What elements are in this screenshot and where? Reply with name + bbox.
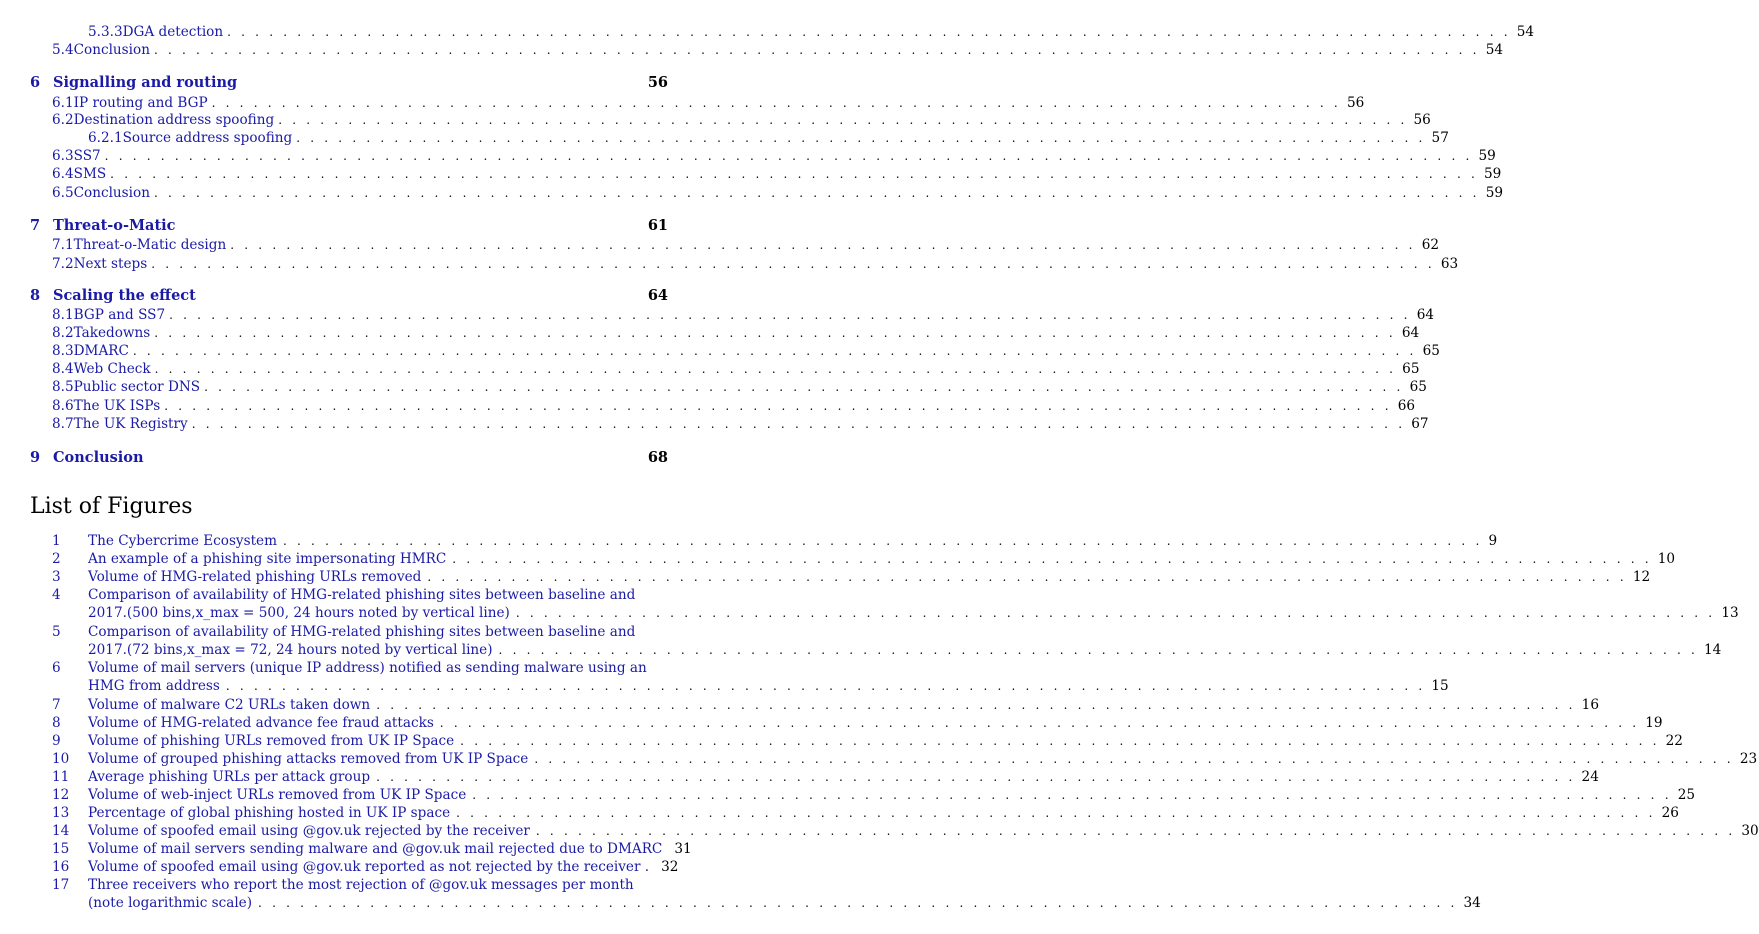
toc-title[interactable]: The UK ISPs <box>73 398 161 414</box>
toc-page: 62 <box>1421 237 1439 253</box>
toc-title[interactable]: Threat-o-Matic <box>53 217 176 234</box>
toc-number: 6.4 <box>52 166 74 182</box>
toc-number: 8.3 <box>52 343 74 359</box>
toc-page: 59 <box>1485 185 1503 201</box>
toc-entry-6-5[interactable] <box>52 184 1503 202</box>
figure-title-line[interactable]: Average phishing URLs per attack group <box>88 769 371 785</box>
toc-title[interactable]: Destination address spoofing <box>73 112 275 128</box>
figure-page: 31 <box>674 841 692 857</box>
toc-leader: . . . . . . . . . . . . . . . . . . . . . . . . . . . . . . . . . . . . . . . . . . . . . . . . . . . . . . . . . . . . . . . . . . . . . . . . . . . . . . . . . . . . . . . . . . . . <box>151 257 1435 271</box>
figure-number: 17 <box>52 877 70 893</box>
toc-title[interactable]: Takedowns <box>73 325 151 341</box>
figure-page: 10 <box>1657 551 1676 567</box>
figure-number: 3 <box>52 569 61 585</box>
figure-title-line[interactable]: (note logarithmic scale) <box>88 895 253 911</box>
toc-leader: . . . . . . . . . . . . . . . . . . . . . . . . . . . . . . . . . . . . . . . . . . . . . . . . . . . . . . . . . . . . . . . . . . . . . . . . . . . . . . . . . . . . . . . . . . . . <box>132 344 1417 358</box>
toc-page: 59 <box>1484 166 1502 182</box>
figure-title-line[interactable]: The Cybercrime Ecosystem <box>88 533 277 549</box>
toc-page: 59 <box>1478 148 1496 164</box>
toc-entry-7-2[interactable] <box>52 255 1459 273</box>
toc-entry-8-5[interactable] <box>52 378 1427 396</box>
toc-entry-8-3[interactable] <box>52 342 1440 360</box>
toc-leader: . . . . . . . . . . . . . . . . . . . . . . . . . . . . . . . . . . . . . . . . . . . . . . . . . . . . . . . . . . . . . . . . . . . . . . . . . . . . . . . . . . . . . . <box>498 643 1699 657</box>
toc-page: 65 <box>1402 361 1420 377</box>
toc-leader: . . . . . . . . . . . . . . . . . . . . . . . . . . . . . . . . . . . . . . . . . . . . . . . . . . . . . . . . . . . . . . . . . . . . . . . . . . . . . . . . . . . . . . . . . . . . . . . <box>153 43 1480 57</box>
toc-leader: . . . . . . . . . . . . . . . . . . . . . . . . . . . . . . . . . . . . . . . . . . . . . . . . . . . . . . . . . . . . . . . . . . . . . . . . . . . . . . . . . . . . . . <box>460 734 1660 748</box>
toc-chapter-8[interactable] <box>30 287 668 305</box>
toc-leader: . . . . . . . . . . . . . . . . . . . . . . . . . . . . . . . . . . . . . . . . . . . . . . . . . . . . . . . . . . . . . . . . . . . . . . . . . . . . . . . . . . . . . . <box>472 788 1672 802</box>
toc-entry-8-1[interactable] <box>52 306 1434 324</box>
toc-leader: . . . . . . . . . . . . . . . . . . . . . . . . . . . . . . . . . . . . . . . . . . . . . . . . . . . . . . . . . . . . . . . . . . . . . . . . . . . . . . . . . . . . . . . . . . . . . . . . . . <box>110 167 1478 181</box>
toc-number: 6.2.1 <box>88 130 123 146</box>
toc-chapter-6[interactable] <box>30 74 668 92</box>
toc-leader: . . . . . . . . . . . . . . . . . . . . . . . . . . . . . . . . . . . . . . . . . . . . . . . . . . . . . . . . . . . . . . . . . . . . . . . . . . . . . . . . . . . . . . <box>225 679 1426 693</box>
toc-leader: . . . . . . . . . . . . . . . . . . . . . . . . . . . . . . . . . . . . . . . . . . . . . . . . . . . . . . . . . . . . . . . . . . . . . . . . . . . . . . . . . . . . . . <box>204 380 1404 394</box>
figure-entry[interactable] <box>52 750 1758 768</box>
figure-number: 4 <box>52 587 61 603</box>
toc-entry-8-7[interactable] <box>52 415 1429 433</box>
toc-page: 64 <box>647 287 668 304</box>
toc-number: 8 <box>30 287 41 304</box>
figure-title-line[interactable]: Comparison of availability of HMG-related phishing sites between baseline and <box>88 587 636 603</box>
toc-title[interactable]: SS7 <box>73 148 101 164</box>
figure-entry[interactable] <box>52 532 1498 550</box>
toc-number: 6.2 <box>52 112 74 128</box>
figure-title-line[interactable]: Volume of web-inject URLs removed from UK IP Space <box>88 787 467 803</box>
figure-entry[interactable] <box>52 714 1663 732</box>
toc-entry-8-2[interactable] <box>52 324 1420 342</box>
toc-title[interactable]: DMARC <box>73 343 129 359</box>
figure-page: 14 <box>1704 642 1722 658</box>
toc-number: 7.1 <box>52 237 74 253</box>
toc-number: 6.5 <box>52 185 74 201</box>
toc-page: 56 <box>647 74 668 91</box>
toc-leader: . . . . . . . . . . . . . . . . . . . . . . . . . . . . . . . . . . . . . . . . . . . . . . . . . . . . . . . . . . . . . . . . . . . . . . . . . . . . . . . . . . . . . . <box>515 606 1716 620</box>
figure-page: 22 <box>1665 733 1683 749</box>
toc-leader: . . . . . . . . . . . . . . . . . . . . . . . . . . . . . . . . . . . . . . . . . . . . . . . . . . . . . . . . . . . . . . . . . . . . . . . . . . . . . . . . . . . . . . <box>456 806 1656 820</box>
toc-number: 5.3.3 <box>88 24 123 40</box>
toc-leader: . . . . . . . . . . . . . . . . . . . . . . . . . . . . . . . . . . . . . . . . . . . . . . . . . . . . . . . . . . . . . . . . . . . . . . . . . . . . . . . . . . . . . . <box>452 552 1652 566</box>
figure-title-line[interactable]: Volume of mail servers (unique IP address) notified as sending malware using an <box>88 660 647 676</box>
figure-entry[interactable] <box>52 876 1481 912</box>
figure-title-line[interactable]: Volume of HMG-related phishing URLs removed <box>88 569 422 585</box>
toc-leader: . . . . . . . . . . . . . . . . . . . . . . . . . . . . . . . . . . . . . . . . . . . . . . . . . . . . . . . . . . . . . . . . . . . . . . . . . . . . . . . . . . . . . . . . . . . . . . . . . . <box>104 149 1473 163</box>
figure-title-line[interactable]: Three receivers who report the most rejection of @gov.uk messages per month <box>88 877 634 893</box>
toc-page: 56 <box>1346 95 1365 111</box>
toc-leader: . . . . . . . . . . . . . . . . . . . . . . . . . . . . . . . . . . . . . . . . . . . . . . . . . . . . . . . . . . . . . . . . . . . . . . . . . . . . . . . . . . . . . <box>230 238 1416 252</box>
toc-number: 5.4 <box>52 42 74 58</box>
figure-page: 12 <box>1632 569 1651 585</box>
figure-number: 11 <box>52 769 70 785</box>
toc-number: 8.7 <box>52 416 74 432</box>
toc-leader: . . . . . . . . . . . . . . . . . . . . . . . . . . . . . . . . . . . . . . . . . . . . . . . . . . . . . . . . . . . . . . . . . . . . . . . . . . . . . . . . . . . . . . . <box>191 417 1406 431</box>
figure-title-line[interactable]: An example of a phishing site impersonating HMRC <box>88 551 447 567</box>
toc-entry-6-3[interactable] <box>52 147 1496 165</box>
figure-title-line[interactable]: Volume of grouped phishing attacks removed from UK IP Space <box>88 751 529 767</box>
toc-title[interactable]: The UK Registry <box>73 416 188 432</box>
toc-page: 54 <box>1485 42 1503 58</box>
toc-leader: . . . . . . . . . . . . . . . . . . . . . . . . . . . . . . . . . . . . . . . . . . . . . . . . . . . . . . . . . . . . . . . . . . . . . . . . . . . . . . . . . . . . . . <box>534 752 1734 766</box>
toc-leader: . . . . . . . . . . . . . . . . . . . . . . . . . . . . . . . . . . . . . . . . . . . . . . . . . . . . . . . . . . . . . . . . . . . . . . . . . . . . . . . . . . . . . . <box>439 716 1640 730</box>
toc-title[interactable]: Web Check <box>73 361 151 377</box>
figure-number: 12 <box>52 787 70 803</box>
toc-page: 66 <box>1397 398 1416 414</box>
figure-page: 9 <box>1488 533 1498 549</box>
toc-entry-8-4[interactable] <box>52 360 1420 378</box>
figure-entry[interactable] <box>52 858 679 876</box>
figure-page: 15 <box>1431 678 1449 694</box>
toc-title[interactable]: Threat-o-Matic design <box>73 237 227 253</box>
figure-title-line[interactable]: Volume of HMG-related advance fee fraud attacks <box>88 715 434 731</box>
figure-entry[interactable] <box>52 586 1739 622</box>
figure-title-line[interactable]: Volume of mail servers sending malware and @gov.uk mail rejected due to DMARC <box>88 841 663 857</box>
toc-number: 8.2 <box>52 325 74 341</box>
figure-page: 32 <box>661 859 679 875</box>
figure-number: 5 <box>52 624 61 640</box>
toc-leader: . . . . . . . . . . . . . . . . . . . . . . . . . . . . . . . . . . . . . . . . . . . . . . . . . . . . . . . . . . . . . . . . . . . . . . . . . . . . . . . . . <box>278 113 1408 127</box>
figure-page: 13 <box>1721 605 1739 621</box>
figure-number: 1 <box>52 533 61 549</box>
figure-page: 30 <box>1741 823 1759 839</box>
toc-leader: . . . . . . . . . . . . . . . . . . . . . . . . . . . . . . . . . . . . . . . . . . . . . . . . . . . . . . . . . . . . . . . . . . . . . . . . . . . . . . . . . . . . . . <box>535 824 1736 838</box>
toc-number: 6.1 <box>52 95 74 111</box>
toc-title[interactable]: Conclusion <box>53 449 144 466</box>
list-of-figures-heading: List of Figures <box>30 494 193 519</box>
figure-number: 6 <box>52 660 61 676</box>
figure-title-line[interactable]: Comparison of availability of HMG-related phishing sites between baseline and <box>88 624 636 640</box>
toc-leader: . . . . . . . . . . . . . . . . . . . . . . . . . . . . . . . . . . . . . . . . . . . . . . . . . . . . . . . . . . . . . . . . . . . . . . . . . . . . . . . . . <box>296 131 1426 145</box>
toc-number: 7 <box>30 217 41 234</box>
toc-entry-5-4[interactable] <box>52 41 1503 59</box>
toc-leader: . . . . . . . . . . . . . . . . . . . . . . . . . . . . . . . . . . . . . . . . . . . . . . . . . . . . . . . . . . . . . . . . . . . . . . . . . . . . . . . . . . . . . . . . <box>164 399 1392 413</box>
figure-title-line[interactable]: Volume of phishing URLs removed from UK IP Space <box>88 733 455 749</box>
toc-page: 65 <box>1422 343 1440 359</box>
toc-number: 8.5 <box>52 379 74 395</box>
figure-entry[interactable] <box>52 804 1679 822</box>
figure-entry[interactable] <box>52 786 1696 804</box>
toc-page: 67 <box>1411 416 1429 432</box>
toc-leader: . . . . . . . . . . . . . . . . . . . . . . . . . . . . . . . . . . . . . . . . . . . . . . . . . . . . . . . . . . . . . . . . . . . . . . . . . . . . . . . . . . . . . . . . . . . . <box>227 25 1511 39</box>
toc-title[interactable]: IP routing and BGP <box>73 95 208 111</box>
toc-leader: . . . . . . . . . . . . . . . . . . . . . . . . . . . . . . . . . . . . . . . . . . . . . . . . . . . . . . . . . . . . . . . . . . . . . . . . . . . . . . . . . . . . . . . . . <box>154 326 1396 340</box>
toc-leader: . . . . . . . . . . . . . . . . . . . . . . . . . . . . . . . . . . . . . . . . . . . . . . . . . . . . . . . . . . . . . . . . . . . . . . . . . . . . . . . . . . . . . . <box>376 698 1576 712</box>
toc-leader: . . . . . . . . . . . . . . . . . . . . . . . . . . . . . . . . . . . . . . . . . . . . . . . . . . . . . . . . . . . . . . . . . . . . . . . . . . . . . . . . . . . . . . <box>376 770 1576 784</box>
figure-entry[interactable] <box>52 623 1722 659</box>
toc-title[interactable]: Signalling and routing <box>53 74 238 91</box>
toc-number: 8.1 <box>52 307 74 323</box>
toc-number: 6 <box>30 74 41 91</box>
figure-entry[interactable] <box>52 568 1651 586</box>
toc-page: 64 <box>1401 325 1420 341</box>
toc-page: 54 <box>1516 24 1535 40</box>
toc-leader: . . . . . . . . . . . . . . . . . . . . . . . . . . . . . . . . . . . . . . . . . . . . . . . . . . . . . . . . . . . . . . . . . . . . . . . . . . . . . . . . . <box>211 96 1341 110</box>
figure-entry[interactable] <box>52 550 1676 568</box>
toc-chapter-7[interactable] <box>30 217 668 235</box>
figure-number: 9 <box>52 733 61 749</box>
toc-leader: . . . . . . . . . . . . . . . . . . . . . . . . . . . . . . . . . . . . . . . . . . . . . . . . . . . . . . . . . . . . . . . . . . . . . . . . . . . . . . . . . . . . . . . . . <box>154 362 1397 376</box>
figure-title-line[interactable]: Volume of malware C2 URLs taken down <box>88 697 371 713</box>
toc-leader: . . . . . . . . . . . . . . . . . . . . . . . . . . . . . . . . . . . . . . . . . . . . . . . . . . . . . . . . . . . . . . . . . . . . . . . . . . . . . . . . . . . . . . <box>258 896 1458 910</box>
toc-entry-6-2[interactable] <box>52 111 1431 129</box>
figure-number: 14 <box>52 823 70 839</box>
toc-leader: . . . . . . . . . . . . . . . . . . . . . . . . . . . . . . . . . . . . . . . . . . . . . . . . . . . . . . . . . . . . . . . . . . . . . . . . . . . . . . . . . . . . . . <box>282 534 1483 548</box>
figure-entry[interactable] <box>52 768 1599 786</box>
toc-title[interactable]: Conclusion <box>73 42 150 58</box>
toc-title[interactable]: Next steps <box>73 256 148 272</box>
figure-entry[interactable] <box>52 696 1599 714</box>
toc-page: 64 <box>1416 307 1434 323</box>
toc-number: 9 <box>30 449 41 466</box>
toc-number: 8.4 <box>52 361 74 377</box>
toc-leader: . . . . . . . . . . . . . . . . . . . . . . . . . . . . . . . . . . . . . . . . . . . . . . . . . . . . . . . . . . . . . . . . . . . . . . . . . . . . . . . . . . . . . . . . . <box>169 308 1411 322</box>
toc-title[interactable]: Conclusion <box>73 185 150 201</box>
figure-number: 2 <box>52 551 61 567</box>
figure-title-line[interactable]: Volume of spoofed email using @gov.uk rejected by the receiver <box>88 823 530 839</box>
toc-number: 8.6 <box>52 398 74 414</box>
toc-page: 56 <box>1413 112 1431 128</box>
toc-page: 63 <box>1440 256 1459 272</box>
toc-entry-5-3-3[interactable] <box>88 23 1535 41</box>
figure-page: 19 <box>1645 715 1663 731</box>
figure-entry[interactable] <box>52 732 1683 750</box>
toc-leader: . . . . . . . . . . . . . . . . . . . . . . . . . . . . . . . . . . . . . . . . . . . . . . . . . . . . . . . . . . . . . . . . . . . . . . . . . . . . . . . . . . . . . . <box>427 570 1627 584</box>
toc-page: 61 <box>647 217 668 234</box>
toc-page: 65 <box>1409 379 1427 395</box>
toc-title[interactable]: SMS <box>73 166 107 182</box>
toc-entry-8-6[interactable] <box>52 397 1416 415</box>
figure-number: 10 <box>52 751 70 767</box>
toc-number: 6.3 <box>52 148 74 164</box>
toc-entry-6-4[interactable] <box>52 165 1502 183</box>
figure-number: 8 <box>52 715 61 731</box>
figure-title-line[interactable]: Percentage of global phishing hosted in UK IP space <box>88 805 451 821</box>
figure-title-line[interactable]: 2017.(500 bins,x_max = 500, 24 hours noted by vertical line) <box>88 605 510 621</box>
figure-title-line[interactable]: 2017.(72 bins,x_max = 72, 24 hours noted by vertical line) <box>88 642 493 658</box>
figure-title-line[interactable]: Volume of spoofed email using @gov.uk reported as not rejected by the receiver . <box>88 859 650 875</box>
figure-entry[interactable] <box>52 840 692 858</box>
toc-entry-6-2-1[interactable] <box>88 129 1449 147</box>
figure-number: 7 <box>52 697 61 713</box>
figure-number: 13 <box>52 805 70 821</box>
figure-title-line[interactable]: HMG from address <box>88 678 220 694</box>
figure-number: 15 <box>52 841 70 857</box>
figure-page: 25 <box>1677 787 1696 803</box>
toc-chapter-9[interactable] <box>30 449 668 467</box>
toc-entry-7-1[interactable] <box>52 236 1439 254</box>
toc-title[interactable]: BGP and SS7 <box>73 307 166 323</box>
figure-page: 34 <box>1463 895 1481 911</box>
figure-page: 16 <box>1581 697 1599 713</box>
toc-title[interactable]: Public sector DNS <box>73 379 201 395</box>
toc-title[interactable]: Scaling the effect <box>53 287 196 304</box>
toc-page: 68 <box>647 449 668 466</box>
figure-page: 23 <box>1739 751 1758 767</box>
figure-entry[interactable] <box>52 822 1759 840</box>
toc-title[interactable]: Source address spoofing <box>122 130 293 146</box>
toc-page: 57 <box>1431 130 1449 146</box>
figure-page: 24 <box>1581 769 1599 785</box>
toc-number: 7.2 <box>52 256 74 272</box>
figure-number: 16 <box>52 859 70 875</box>
figure-entry[interactable] <box>52 659 1449 695</box>
figure-page: 26 <box>1661 805 1679 821</box>
toc-leader: . . . . . . . . . . . . . . . . . . . . . . . . . . . . . . . . . . . . . . . . . . . . . . . . . . . . . . . . . . . . . . . . . . . . . . . . . . . . . . . . . . . . . . . . . . . . . . . <box>153 186 1480 200</box>
toc-entry-6-1[interactable] <box>52 94 1365 112</box>
toc-title[interactable]: DGA detection <box>122 24 224 40</box>
